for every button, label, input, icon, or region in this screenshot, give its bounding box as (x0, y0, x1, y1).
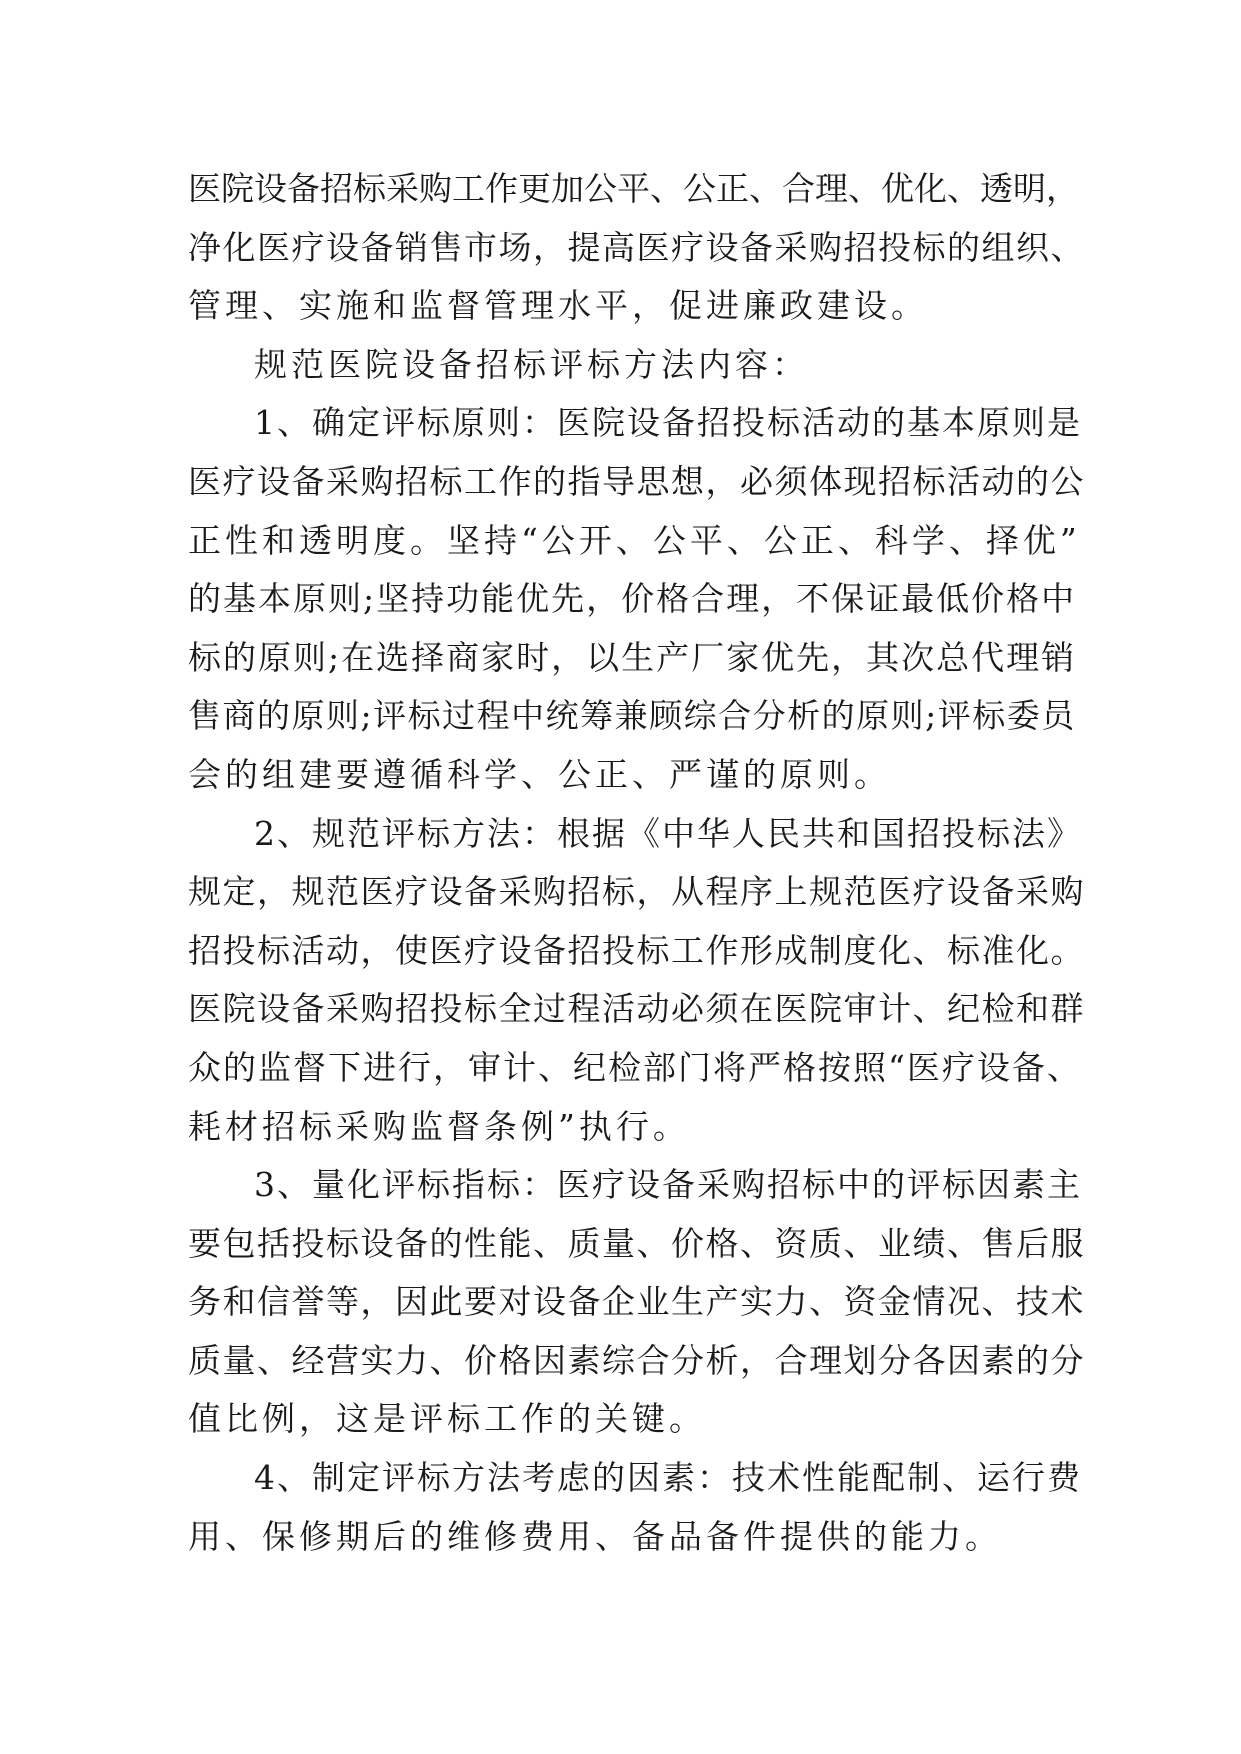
text-line: 用、保修期后的维修费用、备品备件提供的能力。 (188, 1516, 1002, 1556)
text-line: 医院设备招标采购工作更加公平、公正、合理、优化、透明， (188, 169, 1079, 208)
text-line: 招投标活动，使医疗设备招投标工作形成制度化、标准化。 (188, 930, 1085, 970)
text-line: 的基本原则;坚持功能优先，价格合理，不保证最低价格中 (188, 579, 1077, 619)
text-line: 规定，规范医疗设备采购招标，从程序上规范医疗设备采购 (188, 872, 1085, 912)
text-line: 会的组建要遵循科学、公正、严谨的原则。 (188, 754, 891, 794)
text-line: 4、制定评标方法考虑的因素：技术性能配制、运行费 (254, 1458, 1082, 1498)
text-line: 质量、经营实力、价格因素综合分析，合理划分各因素的分 (188, 1340, 1085, 1380)
text-line: 标的原则;在选择商家时，以生产厂家优先，其次总代理销 (188, 637, 1077, 677)
text-line: 医院设备采购招投标全过程活动必须在医院审计、纪检和群 (188, 989, 1085, 1029)
document-body (188, 160, 1085, 1566)
text-line: 净化医疗设备销售市场，提高医疗设备采购招投标的组织、 (188, 227, 1085, 267)
text-line: 1、确定评标原则：医院设备招投标活动的基本原则是 (254, 403, 1082, 443)
text-line: 规范医院设备招标评标方法内容： (254, 344, 809, 384)
text-line: 售商的原则;评标过程中统筹兼顾综合分析的原则;评标委员 (188, 696, 1076, 736)
text-line: 值比例，这是评标工作的关键。 (188, 1399, 706, 1439)
text-line: 管理、实施和监督管理水平，促进廉政建设。 (188, 286, 928, 326)
text-line: 要包括投标设备的性能、质量、价格、资质、业绩、售后服 (188, 1223, 1085, 1263)
text-line: 2、规范评标方法：根据《中华人民共和国招投标法》 (254, 813, 1082, 853)
text-line: 正性和透明度。坚持“公开、公平、公正、科学、择优” (188, 520, 1081, 560)
text-line: 务和信誉等，因此要对设备企业生产实力、资金情况、技术 (188, 1282, 1085, 1322)
text-line: 医疗设备采购招标工作的指导思想，必须体现招标活动的公 (188, 461, 1085, 501)
text-line: 耗材招标采购监督条例”执行。 (188, 1106, 690, 1146)
text-line: 3、量化评标指标：医疗设备采购招标中的评标因素主 (254, 1165, 1082, 1205)
text-line: 众的监督下进行，审计、纪检部门将严格按照“医疗设备、 (188, 1047, 1082, 1087)
